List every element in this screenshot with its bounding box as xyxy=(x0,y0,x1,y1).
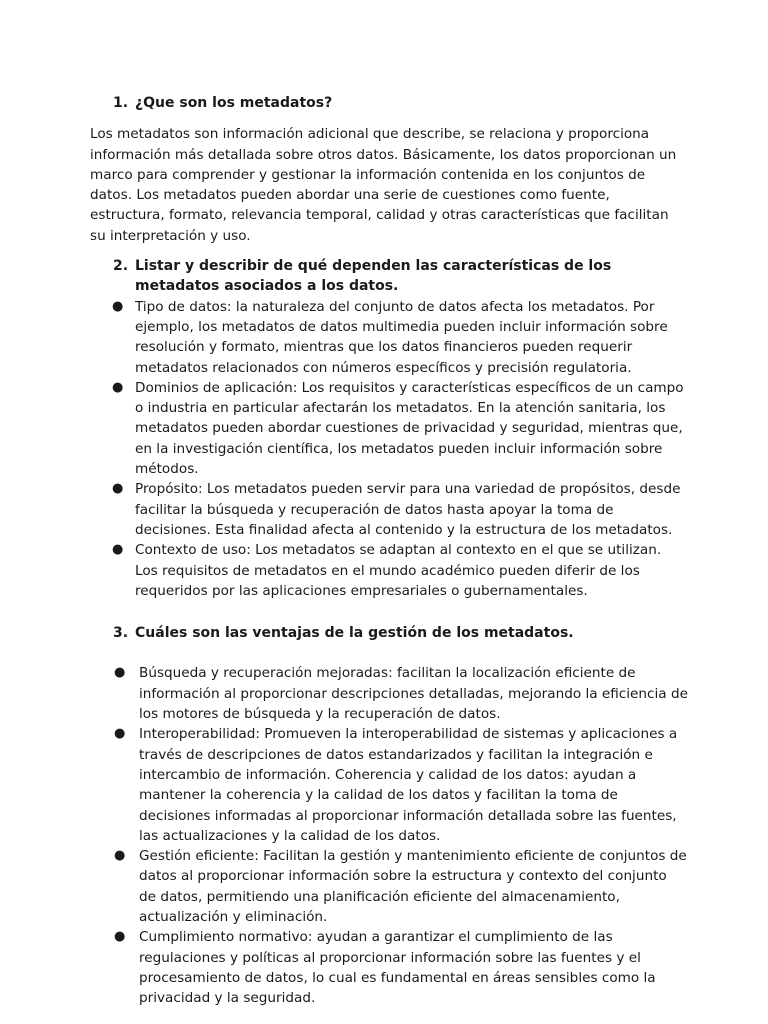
bullet-icon: ● xyxy=(114,726,126,742)
list-item xyxy=(90,297,688,378)
section-1-number: 1. xyxy=(113,95,129,111)
bullet-icon: ● xyxy=(114,848,126,864)
list-item xyxy=(90,846,688,927)
section-2-number: 2. xyxy=(113,258,129,275)
list-item xyxy=(90,378,688,479)
list-item xyxy=(90,724,688,846)
section-3-heading xyxy=(90,623,688,643)
section-3-list xyxy=(90,663,688,1008)
list-item-text: Búsqueda y recuperación mejoradas: facilitan la localización eficiente de información al proporcionar descripciones detalladas, mejorando la eficiencia de los motores de búsqueda y la recuperación de datos. xyxy=(139,665,688,723)
section-2-list xyxy=(90,297,688,601)
bullet-icon: ● xyxy=(112,298,124,314)
bullet-icon: ● xyxy=(112,481,124,497)
bullet-icon: ● xyxy=(112,542,124,558)
list-item xyxy=(90,927,688,1008)
list-item xyxy=(90,540,688,601)
list-item-text: Contexto de uso: Los metadatos se adaptan al contexto en el que se utilizan. Los requisitos de metadatos en el mundo académico pueden diferir de los requeridos por las aplicaciones empresariales o gubernamentales. xyxy=(135,542,662,599)
list-item-text: Propósito: Los metadatos pueden servir para una variedad de propósitos, desde facilitar la búsqueda y recuperación de datos hasta apoyar la toma de decisiones. Esta finalidad afecta al contenido y la estructura de los metadatos. xyxy=(135,481,681,538)
section-3-title: Cuáles son las ventajas de la gestión de los metadatos. xyxy=(135,625,574,642)
list-item xyxy=(90,663,688,724)
list-item-text: Gestión eficiente: Facilitan la gestión y mantenimiento eficiente de conjuntos de datos al proporcionar información sobre la estructura y contexto del conjunto de datos, permitiendo una planificación eficiente del almacenamiento, actualización y eliminación. xyxy=(139,848,687,925)
list-item-text: Cumplimiento normativo: ayudan a garantizar el cumplimiento de las regulaciones y políticas al proporcionar información sobre las fuentes y el procesamiento de datos, lo cual es fundamental en áreas sensibles como la privacidad y la seguridad. xyxy=(139,929,656,1007)
section-3-number: 3. xyxy=(113,625,129,642)
section-1-heading xyxy=(90,93,688,113)
list-item-text: Dominios de aplicación: Los requisitos y características específicos de un campo o industria en particular afectarán los metadatos. En la atención sanitaria, los metadatos pueden abordar cuestiones de privacidad y seguridad, mientras que, en la investigación científica, los metadatos pueden incluir información sobre métodos. xyxy=(135,379,684,478)
section-2-heading xyxy=(90,256,688,297)
bullet-icon: ● xyxy=(112,379,124,395)
list-item xyxy=(90,479,688,540)
list-item-text: Interoperabilidad: Promueven la interoperabilidad de sistemas y aplicaciones a través de descripciones de datos estandarizados y facilitan la integración e intercambio de información. Coherencia y calidad de los datos: ayudan a mantener la coherencia y la calidad de los datos y facilitan la toma de decisiones informadas al proporcionar información detallada sobre las fuentes, las actualizaciones y la calidad de los datos. xyxy=(139,726,678,844)
list-item-text: Tipo de datos: la naturaleza del conjunto de datos afecta los metadatos. Por ejemplo, los metadatos de datos multimedia pueden incluir información sobre resolución y formato, mientras que los datos financieros pueden requerir metadatos relacionados con números específicos y precisión regulatoria. xyxy=(135,298,668,376)
section-1-paragraph: Los metadatos son información adicional que describe, se relaciona y proporciona información más detallada sobre otros datos. Básicamente, los datos proporcionan un marco para comprender y gestionar la información contenida en los conjuntos de datos. Los metadatos pueden abordar una serie de cuestiones como fuente, estructura, formato, relevancia temporal, calidad y otras características que facilitan su interpretación y uso. xyxy=(90,126,677,244)
bullet-icon: ● xyxy=(114,665,126,681)
section-1-title: ¿Que son los metadatos? xyxy=(135,95,333,111)
section-2-title: Listar y describir de qué dependen las características de los metadatos asociados a los datos. xyxy=(135,258,612,295)
bullet-icon: ● xyxy=(114,929,126,945)
